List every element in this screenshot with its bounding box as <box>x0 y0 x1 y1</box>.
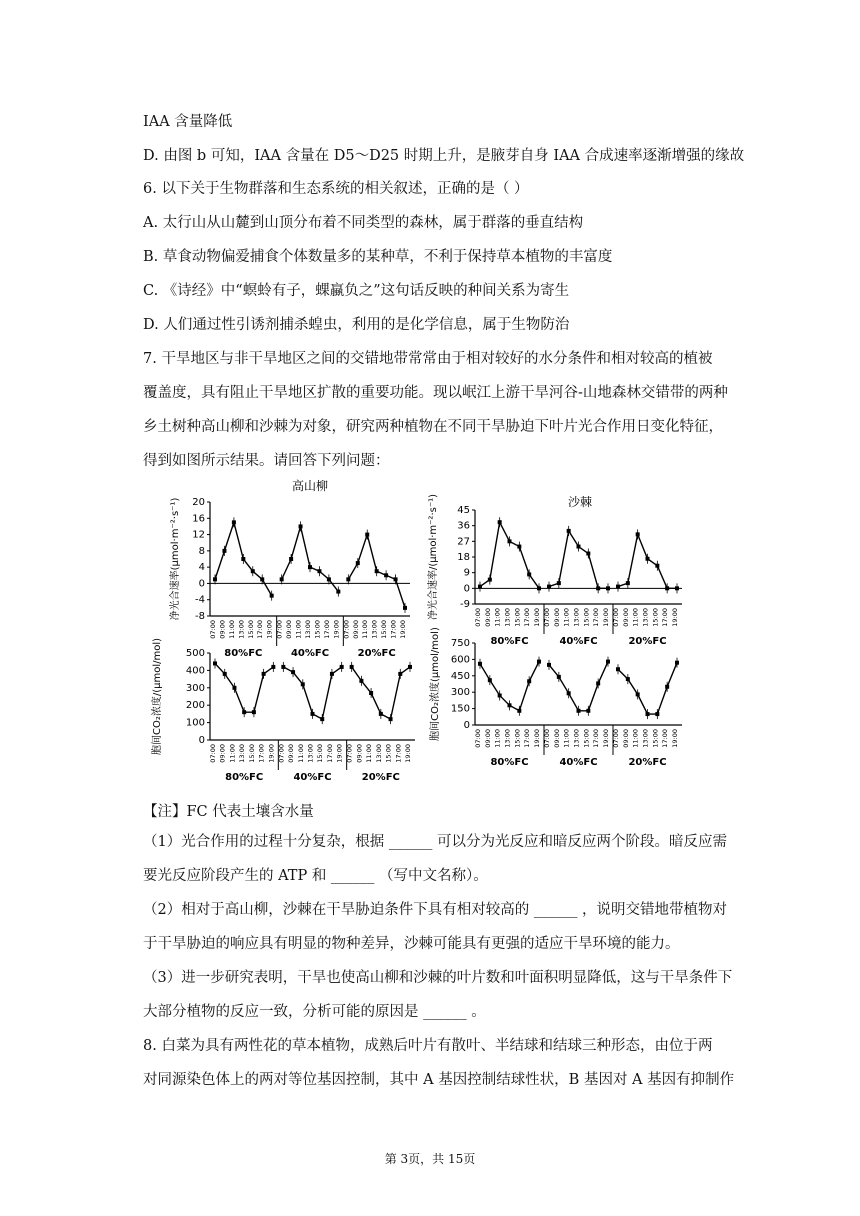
x-tick-label: 07:00 <box>277 744 286 763</box>
chart-gaoshanliu-co2 <box>140 637 420 797</box>
subquestion-1: （1）光合作用的过程十分复杂，根据 ______ 可以分为光反应和暗反应两个阶段。暗反应需 <box>143 834 727 850</box>
x-tick-label: 09:00 <box>552 608 561 627</box>
y-tick-label: 0 <box>198 578 205 590</box>
chart-shaji-co2 <box>420 627 690 780</box>
subquestion-3: （3）进一步研究表明，干旱也使高山柳和沙棘的叶片数和叶面积明显降低，这与干旱条件下 <box>143 970 733 986</box>
x-tick-label: 17:00 <box>394 744 403 763</box>
y-tick-label: 36 <box>457 520 470 532</box>
x-tick-label: 07:00 <box>474 608 482 627</box>
x-tick-label: 11:00 <box>493 608 502 627</box>
x-tick-label: 17:00 <box>523 729 532 748</box>
series-line <box>549 662 608 711</box>
group-label: 80%FC <box>490 636 529 647</box>
x-tick-label: 17:00 <box>592 729 601 748</box>
x-tick-label: 07:00 <box>474 729 482 748</box>
x-tick-label: 19:00 <box>602 729 610 748</box>
x-tick-label: 11:00 <box>631 729 640 748</box>
y-tick-label: -8 <box>195 611 205 622</box>
group-label: 40%FC <box>293 772 332 783</box>
x-tick-label: 19:00 <box>399 620 407 639</box>
x-tick-label: 07:00 <box>543 608 551 627</box>
x-tick-label: 11:00 <box>631 608 640 627</box>
y-tick-label: 300 <box>450 687 470 699</box>
y-axis-label: 净光合速率/(μmol·m⁻²·s⁻¹) <box>428 493 439 621</box>
x-tick-label: 15:00 <box>513 608 522 627</box>
x-tick-label: 15:00 <box>246 620 255 639</box>
x-tick-label: 13:00 <box>641 729 650 748</box>
x-tick-label: 19:00 <box>671 729 679 748</box>
group-label: 40%FC <box>290 648 330 659</box>
x-tick-label: 09:00 <box>621 608 630 627</box>
group-label: 40%FC <box>559 757 598 768</box>
text-line: IAA 含量降低 <box>143 114 233 130</box>
option-d-line: D. 由图 b 可知，IAA 含量在 D5～D25 时期上升，是腋芽自身 IAA 合成速率逐渐增强的缘故 <box>143 148 745 164</box>
x-tick-label: 17:00 <box>325 744 334 763</box>
x-tick-label: 13:00 <box>503 729 512 748</box>
y-tick-label: 18 <box>457 552 470 563</box>
x-tick-label: 17:00 <box>592 608 601 627</box>
x-tick-label: 19:00 <box>265 620 274 639</box>
y-tick-label: 100 <box>185 717 205 729</box>
group-label: 80%FC <box>225 772 264 783</box>
y-tick-label: 27 <box>457 536 470 548</box>
x-tick-label: 19:00 <box>267 744 276 763</box>
x-tick-label: 19:00 <box>533 729 541 748</box>
y-tick-label: 450 <box>450 670 470 682</box>
x-tick-label: 09:00 <box>351 620 360 639</box>
x-tick-label: 07:00 <box>275 620 284 639</box>
group-label: 80%FC <box>224 648 263 659</box>
question-7-stem: 7. 干旱地区与非干旱地区之间的交错地带常常由于相对较好的水分条件和相对较高的植被 <box>143 351 713 367</box>
x-tick-label: 11:00 <box>296 744 305 763</box>
subquestion-2: （2）相对于高山柳，沙棘在干旱胁迫条件下具有相对较高的 ______ ，说明交错地带植物对 <box>143 902 727 918</box>
x-tick-label: 13:00 <box>304 620 312 639</box>
x-tick-label: 09:00 <box>483 608 492 627</box>
x-tick-label: 07:00 <box>612 608 620 627</box>
x-tick-label: 15:00 <box>380 620 389 639</box>
x-tick-label: 17:00 <box>661 729 670 748</box>
y-tick-label: 0 <box>463 583 470 595</box>
y-tick-label: 400 <box>185 665 205 677</box>
x-tick-label: 15:00 <box>582 608 591 627</box>
x-tick-label: 11:00 <box>228 744 237 763</box>
series-line <box>549 531 608 588</box>
x-tick-label: 09:00 <box>552 729 561 748</box>
x-tick-label: 17:00 <box>257 744 266 763</box>
x-tick-label: 13:00 <box>237 620 246 639</box>
option-b: B. 草食动物偏爱捕食个体数量多的某种草，不利于保持草本植物的丰富度 <box>143 249 613 265</box>
x-tick-label: 07:00 <box>209 620 217 639</box>
x-tick-label: 19:00 <box>404 744 412 763</box>
y-axis-label: 胞间CO₂浓度(μmol/mol) <box>430 627 441 741</box>
option-a: A. 太行山从山麓到山顶分布着不同类型的森林，属于群落的垂直结构 <box>143 215 584 231</box>
subquestion-3-cont: 大部分植物的反应一致，分析可能的原因是 ______ 。 <box>143 1004 486 1020</box>
x-tick-label: 09:00 <box>355 744 364 763</box>
x-tick-label: 09:00 <box>218 620 227 639</box>
x-tick-label: 17:00 <box>523 608 532 627</box>
y-tick-label: 600 <box>450 654 470 666</box>
group-label: 20%FC <box>628 636 667 647</box>
group-label: 20%FC <box>357 648 396 659</box>
x-tick-label: 15:00 <box>651 608 660 627</box>
x-tick-label: 13:00 <box>306 744 315 763</box>
question-7-line: 乡土树种高山柳和沙棘为对象，研究两种植物在不同干旱胁迫下叶片光合作用日变化特征， <box>143 419 723 435</box>
y-tick-label: 8 <box>198 545 205 557</box>
y-tick-label: 16 <box>192 513 205 525</box>
y-tick-label: -4 <box>195 594 205 606</box>
group-label: 40%FC <box>559 636 598 647</box>
x-tick-label: 17:00 <box>322 620 331 639</box>
y-tick-label: 0 <box>198 735 205 746</box>
x-tick-label: 07:00 <box>345 744 354 763</box>
y-axis-label: 净光合速率(μmol·m⁻²·s⁻¹) <box>170 497 181 621</box>
x-tick-label: 13:00 <box>572 729 581 748</box>
question-8-line: 对同源染色体上的两对等位基因控制，其中 A 基因控制结球性状，B 基因对 A 基因有抑制作 <box>143 1072 735 1088</box>
question-6-stem: 6. 以下关于生物群落和生态系统的相关叙述，正确的是（ ） <box>143 181 529 197</box>
x-tick-label: 11:00 <box>562 729 571 748</box>
y-tick-label: 0 <box>463 720 470 731</box>
group-label: 80%FC <box>490 757 529 768</box>
x-tick-label: 19:00 <box>332 620 341 639</box>
y-tick-label: 300 <box>185 682 205 694</box>
y-tick-label: 200 <box>185 700 205 712</box>
x-tick-label: 07:00 <box>543 729 551 748</box>
x-tick-label: 13:00 <box>370 620 379 639</box>
y-tick-label: 12 <box>192 529 205 541</box>
x-tick-label: 15:00 <box>313 620 322 639</box>
x-tick-label: 15:00 <box>582 729 591 748</box>
x-tick-label: 11:00 <box>562 608 571 627</box>
x-tick-label: 07:00 <box>342 620 351 639</box>
x-tick-label: 17:00 <box>389 620 398 639</box>
x-tick-label: 13:00 <box>374 744 383 763</box>
x-tick-label: 15:00 <box>651 729 660 748</box>
x-tick-label: 15:00 <box>384 744 393 763</box>
x-tick-label: 11:00 <box>493 729 502 748</box>
x-tick-label: 11:00 <box>361 620 370 639</box>
x-tick-label: 09:00 <box>218 744 227 763</box>
x-tick-label: 13:00 <box>503 608 512 627</box>
y-tick-label: 4 <box>198 562 205 574</box>
x-tick-label: 07:00 <box>612 729 620 748</box>
x-tick-label: 15:00 <box>316 744 325 763</box>
y-tick-label: 500 <box>185 648 205 659</box>
group-label: 20%FC <box>361 772 400 783</box>
question-8-stem: 8. 白菜为具有两性花的草本植物，成熟后叶片有散叶、半结球和结球三种形态，由位于两 <box>143 1038 713 1054</box>
x-tick-label: 17:00 <box>661 608 670 627</box>
x-tick-label: 19:00 <box>602 608 610 627</box>
subquestion-1-cont: 要光反应阶段产生的 ATP 和 ______ （写中文名称）。 <box>143 868 488 884</box>
x-tick-label: 11:00 <box>365 744 374 763</box>
page-footer: 第 3页，共 15页 <box>384 1152 476 1166</box>
y-axis-label: 胞间CO₂浓度/(μmol/mol) <box>152 637 163 756</box>
x-tick-label: 13:00 <box>641 608 650 627</box>
chart-title: 高山柳 <box>291 479 329 493</box>
group-label: 20%FC <box>628 757 667 768</box>
chart-gaoshanliu-photosynthesis <box>160 476 420 659</box>
x-tick-label: 09:00 <box>483 729 492 748</box>
x-tick-label: 09:00 <box>285 620 294 639</box>
x-tick-label: 13:00 <box>572 608 581 627</box>
option-d: D. 人们通过性引诱剂捕杀蝗虫，利用的是化学信息，属于生物防治 <box>143 317 570 333</box>
x-tick-label: 11:00 <box>294 620 303 639</box>
y-tick-label: 9 <box>463 567 470 579</box>
y-tick-label: 20 <box>192 497 205 508</box>
subquestion-2-cont: 于干旱胁迫的响应具有明显的物种差异，沙棘可能具有更强的适应干旱环境的能力。 <box>143 936 680 952</box>
series-line <box>215 663 273 712</box>
x-tick-label: 13:00 <box>238 744 247 763</box>
x-tick-label: 17:00 <box>256 620 265 639</box>
y-tick-label: -9 <box>460 599 470 610</box>
x-tick-label: 19:00 <box>533 608 541 627</box>
option-c: C. 《诗经》中“螟蛉有子，蜾蠃负之”这句话反映的种间关系为寄生 <box>143 283 570 299</box>
x-tick-label: 07:00 <box>209 744 217 763</box>
x-tick-label: 15:00 <box>513 729 522 748</box>
x-tick-label: 19:00 <box>671 608 679 627</box>
y-tick-label: 45 <box>457 505 470 516</box>
chart-title: 沙棘 <box>567 495 593 509</box>
x-tick-label: 09:00 <box>287 744 296 763</box>
question-7-line: 得到如图所示结果。请回答下列问题： <box>143 453 390 469</box>
figure-note: 【注】FC 代表土壤含水量 <box>143 804 314 820</box>
x-tick-label: 19:00 <box>335 744 344 763</box>
x-tick-label: 09:00 <box>621 729 630 748</box>
question-7-line: 覆盖度，具有阻止干旱地区扩散的重要功能。现以岷江上游干旱河谷-山地森林交错带的两种 <box>143 385 728 401</box>
x-tick-label: 15:00 <box>247 744 256 763</box>
x-tick-label: 11:00 <box>227 620 236 639</box>
y-tick-label: 150 <box>450 703 470 715</box>
y-tick-label: 750 <box>450 638 470 649</box>
